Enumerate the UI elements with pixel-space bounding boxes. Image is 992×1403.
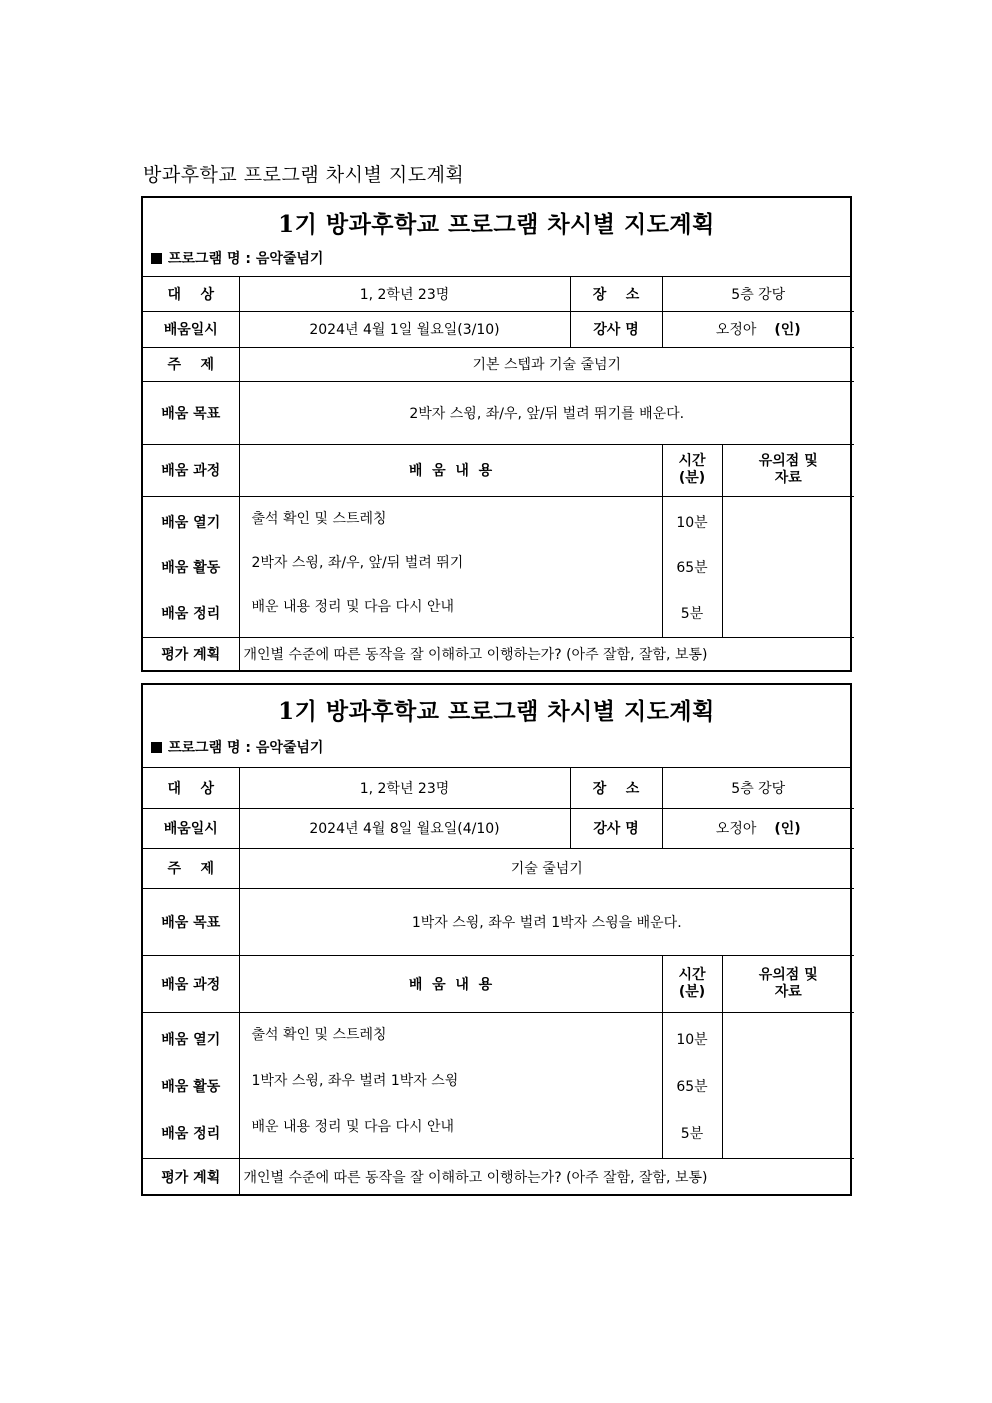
goal-label: 배움 목표	[143, 888, 239, 955]
teacher-cell	[662, 808, 854, 848]
content-item: 2박자 스윙, 좌/우, 앞/뒤 벌려 뛰기	[251, 554, 464, 571]
content-column	[239, 496, 662, 637]
plan-table	[143, 277, 854, 670]
time-column	[662, 496, 722, 637]
notes-header: 유의점 및 자료	[722, 955, 854, 1012]
notes-header: 유의점 및 자료	[722, 444, 854, 496]
eval-label: 평가 계획	[143, 637, 239, 670]
topic-label: 주 제	[143, 848, 239, 888]
place-value: 5층 강당	[662, 277, 854, 311]
eval-value: 개인별 수준에 따른 동작을 잘 이해하고 이행하는가? (아주 잘함, 잘함, 보통)	[239, 637, 854, 670]
content-header: 배 움 내 용	[239, 444, 662, 496]
page-heading: 방과후학교 프로그램 차시별 지도계획	[143, 164, 465, 186]
topic-value: 기본 스텝과 기술 줄넘기	[239, 347, 854, 381]
eval-value: 개인별 수준에 따른 동작을 잘 이해하고 이행하는가? (아주 잘함, 잘함, 보통)	[239, 1158, 854, 1196]
content-item: 배운 내용 정리 및 다음 다시 안내	[251, 1118, 455, 1135]
stage-item: 배움 활동	[161, 560, 221, 577]
teacher-label: 강사 명	[570, 808, 662, 848]
time-item: 5분	[680, 1126, 704, 1142]
place-label: 장 소	[570, 277, 662, 311]
topic-label: 주 제	[143, 347, 239, 381]
place-value: 5층 강당	[662, 768, 854, 808]
content-item: 배운 내용 정리 및 다음 다시 안내	[251, 598, 455, 615]
stage-item: 배움 정리	[161, 605, 221, 622]
time-item: 5분	[680, 605, 704, 622]
time-item: 10분	[676, 1032, 708, 1048]
content-item: 1박자 스윙, 좌우 벌려 1박자 스윙	[251, 1072, 459, 1089]
date-value: 2024년 4월 1일 월요일(3/10)	[239, 311, 570, 347]
stage-item: 배움 열기	[161, 1032, 221, 1048]
stage-column	[143, 496, 239, 637]
stage-item: 배움 정리	[161, 1126, 221, 1142]
time-header: 시간 (분)	[662, 955, 722, 1012]
content-column	[239, 1012, 662, 1158]
teacher-value: 오정아	[715, 821, 757, 837]
eval-label: 평가 계획	[143, 1158, 239, 1196]
program-name: 프로그램 명 : 음악줄넘기	[151, 737, 323, 757]
process-header: 배움 과정	[143, 444, 239, 496]
goal-value: 2박자 스윙, 좌/우, 앞/뒤 벌려 뛰기를 배운다.	[239, 381, 854, 444]
target-value: 1, 2학년 23명	[239, 277, 570, 311]
plan-title: 1기 방과후학교 프로그램 차시별 지도계획	[278, 211, 715, 238]
lesson-plan-2	[141, 683, 852, 1196]
plan-header	[143, 685, 850, 768]
goal-value: 1박자 스윙, 좌우 벌려 1박자 스윙을 배운다.	[239, 888, 854, 955]
plan-table	[143, 768, 854, 1196]
lesson-plan-1	[141, 196, 852, 672]
notes-column	[722, 1012, 854, 1158]
target-value: 1, 2학년 23명	[239, 768, 570, 808]
content-header: 배 움 내 용	[239, 955, 662, 1012]
teacher-label: 강사 명	[570, 311, 662, 347]
time-item: 10분	[676, 515, 708, 532]
stage-item: 배움 열기	[161, 515, 221, 532]
teacher-cell	[662, 311, 854, 347]
program-name: 프로그램 명 : 음악줄넘기	[151, 248, 323, 268]
square-bullet-icon	[151, 742, 162, 753]
notes-column	[722, 496, 854, 637]
teacher-value: 오정아	[715, 322, 757, 338]
content-item: 출석 확인 및 스트레칭	[251, 510, 387, 527]
stage-item: 배움 활동	[161, 1079, 221, 1095]
plan-header	[143, 198, 850, 277]
target-label: 대 상	[143, 768, 239, 808]
place-label: 장 소	[570, 768, 662, 808]
content-item: 출석 확인 및 스트레칭	[251, 1027, 387, 1044]
time-item: 65분	[676, 1079, 708, 1095]
goal-label: 배움 목표	[143, 381, 239, 444]
date-label: 배움일시	[143, 311, 239, 347]
target-label: 대 상	[143, 277, 239, 311]
date-value: 2024년 4월 8일 월요일(4/10)	[239, 808, 570, 848]
process-header: 배움 과정	[143, 955, 239, 1012]
topic-value: 기술 줄넘기	[239, 848, 854, 888]
plan-title: 1기 방과후학교 프로그램 차시별 지도계획	[278, 698, 715, 725]
time-column	[662, 1012, 722, 1158]
seal: (인)	[774, 821, 801, 837]
time-header: 시간 (분)	[662, 444, 722, 496]
time-item: 65분	[676, 560, 708, 577]
square-bullet-icon	[151, 253, 162, 264]
date-label: 배움일시	[143, 808, 239, 848]
seal: (인)	[774, 322, 801, 338]
stage-column	[143, 1012, 239, 1158]
